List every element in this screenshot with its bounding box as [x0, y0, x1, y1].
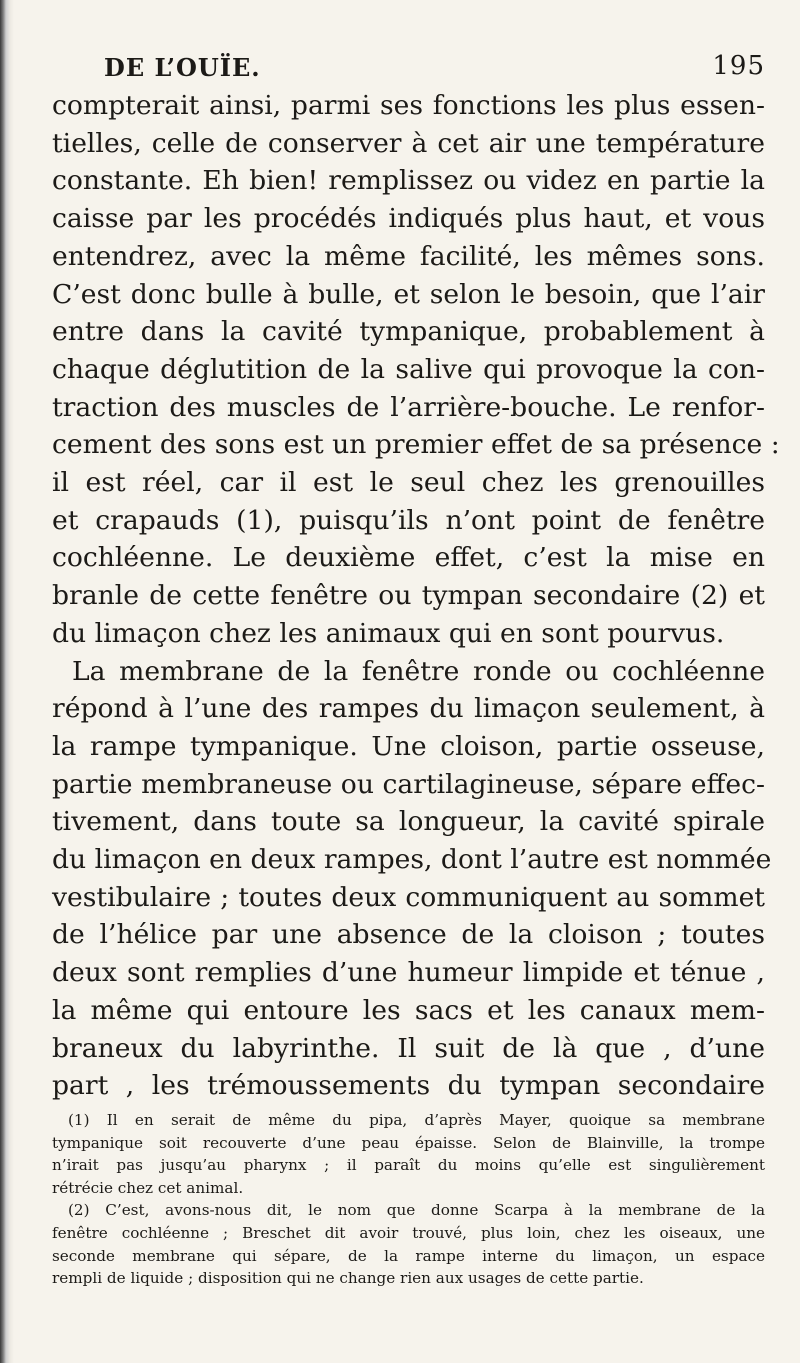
footnote-line: (2) C’est, avons-nous dit, le nom que donne Scarpa à la membrane de la — [68, 1201, 765, 1220]
text-line: répond à l’une des rampes du limaçon seulement, à — [52, 693, 765, 725]
text-line: entre dans la cavité tympanique, probablement à — [52, 316, 765, 348]
text-line: il est réel, car il est le seul chez les grenouilles — [52, 467, 765, 499]
text-line: C’est donc bulle à bulle, et selon le besoin, que l’air — [52, 278, 765, 310]
text-line: deux sont remplies d’une humeur limpide et ténue , — [52, 957, 765, 989]
running-title: DE L’OUÏE. — [104, 53, 261, 82]
text-line: de l’hélice par une absence de la cloison ; toutes — [52, 919, 765, 951]
book-page — [52, 45, 780, 1355]
footnotes — [52, 1109, 765, 1290]
text-line: vestibulaire ; toutes deux communiquent au sommet — [52, 881, 765, 913]
footnote-line: rempli de liquide ; disposition qui ne change rien aux usages de cette partie. — [52, 1269, 644, 1288]
footnote-line: rétrécie chez cet animal. — [52, 1178, 244, 1197]
footnote-line: (1) Il en serait de même du pipa, d’après Mayer, quoique sa membrane — [68, 1110, 765, 1129]
text-line: du limaçon en deux rampes, dont l’autre est nommée — [52, 844, 772, 876]
text-line: La membrane de la fenêtre ronde ou cochléenne — [72, 655, 765, 687]
text-line: compterait ainsi, parmi ses fonctions les plus essen- — [52, 90, 765, 121]
text-line: et crapauds (1), puisqu’ils n’ont point de fenêtre — [52, 504, 765, 536]
page-number: 195 — [712, 51, 765, 81]
text-line: tielles, celle de conserver à cet air une température — [52, 127, 765, 159]
text-line: chaque déglutition de la salive qui provoque la con- — [52, 353, 765, 385]
running-head — [52, 45, 765, 87]
footnote-line: n’irait pas jusqu’au pharynx ; il paraît du moins qu’elle est singulièrement — [52, 1156, 765, 1175]
footnote-line: tympanique soit recouverte d’une peau épaisse. Selon de Blainville, la trompe — [52, 1133, 765, 1152]
text-line: traction des muscles de l’arrière-bouche. Le renfor- — [52, 391, 765, 423]
text-line: la même qui entoure les sacs et les canaux mem- — [52, 994, 765, 1026]
text-line: entendrez, avec la même facilité, les mêmes sons. — [52, 240, 765, 272]
body-text — [52, 87, 780, 1105]
text-line: caisse par les procédés indiqués plus haut, et vous — [52, 203, 765, 235]
text-line: partie membraneuse ou cartilagineuse, sépare effec- — [52, 768, 765, 800]
text-line: branle de cette fenêtre ou tympan secondaire (2) et — [52, 580, 765, 612]
footnote-line: seconde membrane qui sépare, de la rampe interne du limaçon, un espace — [52, 1246, 765, 1265]
text-line: cement des sons est un premier effet de sa présence : — [52, 429, 780, 461]
text-line: la rampe tympanique. Une cloison, partie osseuse, — [52, 730, 765, 762]
text-line: du limaçon chez les animaux qui en sont pourvus. — [52, 617, 725, 649]
text-line: tivement, dans toute sa longueur, la cavité spirale — [52, 806, 765, 838]
text-line: part , les trémoussements du tympan secondaire — [52, 1070, 765, 1102]
book-spine-shadow — [0, 0, 14, 1363]
text-line: braneux du labyrinthe. Il suit de là que , d’une — [52, 1032, 765, 1064]
footnote-line: fenêtre cochléenne ; Breschet dit avoir trouvé, plus loin, chez les oiseaux, une — [52, 1223, 765, 1242]
text-line: cochléenne. Le deuxième effet, c’est la mise en — [52, 542, 765, 574]
text-line: constante. Eh bien! remplissez ou videz en partie la — [52, 165, 765, 197]
